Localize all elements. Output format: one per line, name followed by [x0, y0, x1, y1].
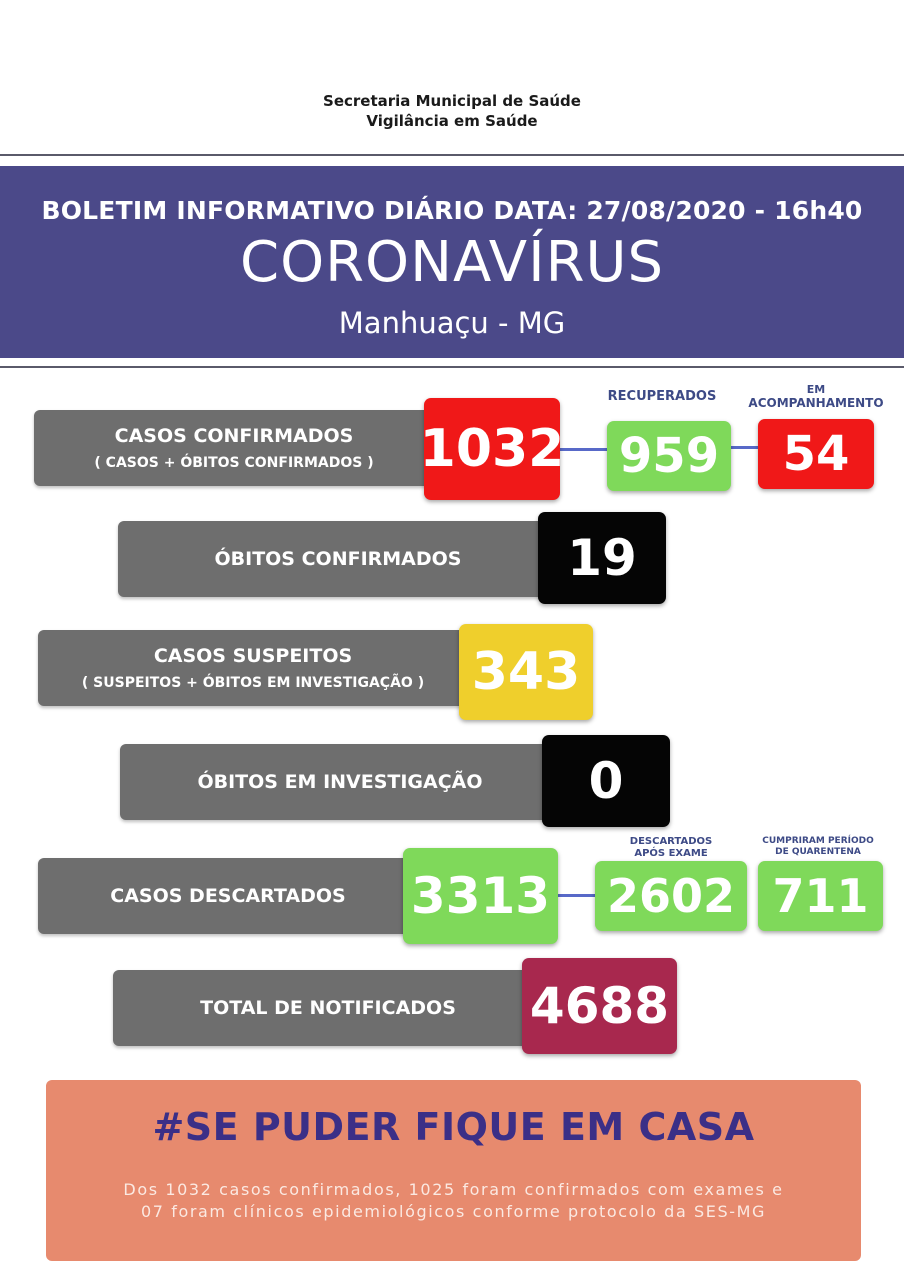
suspected-cases-sublabel: ( SUSPEITOS + ÓBITOS EM INVESTIGAÇÃO ) — [81, 675, 425, 691]
location: Manhuaçu - MG — [338, 306, 566, 340]
slogan: #SE PUDER FIQUE EM CASA — [152, 1105, 755, 1149]
footer-box — [46, 1080, 861, 1261]
confirmed-deaths-value: 19 — [538, 512, 666, 604]
deaths-under-investigation-pill — [120, 744, 560, 820]
header-vigilancia: Vigilância em Saúde — [366, 112, 538, 130]
confirmed-cases-pill — [34, 410, 434, 486]
monitoring-value: 54 — [758, 419, 874, 489]
deaths-under-investigation-value: 0 — [542, 735, 670, 827]
confirmed-deaths-label: ÓBITOS CONFIRMADOS — [214, 548, 462, 570]
discarded-after-exam-label-1: DESCARTADOS — [629, 836, 713, 847]
confirmed-cases-label: CASOS CONFIRMADOS — [114, 425, 354, 447]
bulletin-title: BOLETIM INFORMATIVO DIÁRIO DATA: 27/08/2020 - 16h40 — [41, 196, 863, 225]
recovered-value: 959 — [607, 421, 731, 491]
quarantine-label-2: DE QUARENTENA — [775, 847, 861, 857]
total-notified-pill — [113, 970, 543, 1046]
recovered-label: RECUPERADOS — [607, 389, 717, 404]
total-notified-label: TOTAL DE NOTIFICADOS — [200, 997, 456, 1019]
suspected-cases-value: 343 — [459, 624, 593, 720]
deaths-under-investigation-label: ÓBITOS EM INVESTIGAÇÃO — [197, 771, 483, 793]
discarded-cases-value: 3313 — [403, 848, 558, 944]
quarantine-label-1: CUMPRIRAM PERÍODO — [762, 836, 874, 846]
discarded-after-exam-value: 2602 — [595, 861, 747, 931]
suspected-cases-pill — [38, 630, 468, 706]
confirmed-cases-sublabel: ( CASOS + ÓBITOS CONFIRMADOS ) — [94, 455, 374, 471]
confirmed-deaths-pill — [118, 521, 558, 597]
monitoring-label-2: ACOMPANHAMENTO — [748, 396, 884, 410]
top-divider — [0, 154, 904, 156]
discarded-cases-pill — [38, 858, 418, 934]
discarded-cases-label: CASOS DESCARTADOS — [110, 885, 346, 907]
discarded-after-exam-label-2: APÓS EXAME — [634, 848, 708, 859]
headline: CORONAVÍRUS — [239, 230, 665, 295]
title-banner — [0, 166, 904, 358]
footer-note — [86, 1179, 821, 1223]
header-secretaria: Secretaria Municipal de Saúde — [323, 92, 581, 110]
bottom-divider — [0, 366, 904, 368]
total-notified-value: 4688 — [522, 958, 677, 1054]
footer-note-line-1: Dos 1032 casos confirmados, 1025 foram confirmados com exames e — [123, 1180, 784, 1199]
monitoring-label-1: EM — [806, 383, 826, 396]
suspected-cases-label: CASOS SUSPEITOS — [153, 645, 353, 667]
confirmed-cases-value: 1032 — [424, 398, 560, 500]
footer-note-line-2: 07 foram clínicos epidemiológicos conforme protocolo da SES-MG — [140, 1202, 767, 1221]
quarantine-value: 711 — [758, 861, 883, 931]
